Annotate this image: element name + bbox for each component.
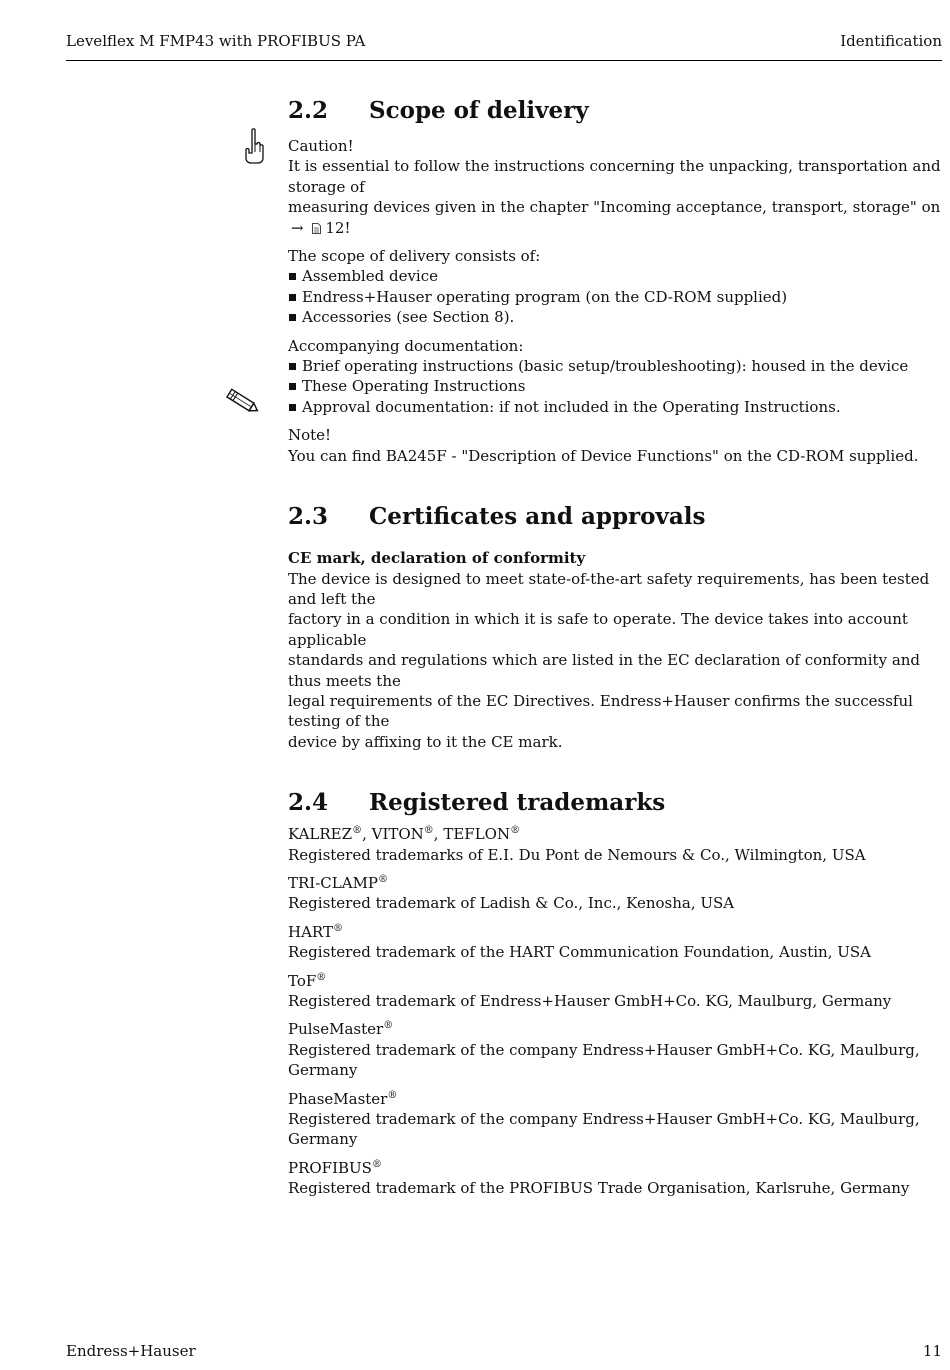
trademark-description: Registered trademark of the company Endress+Hauser GmbH+Co. KG, Maulburg, Germany (288, 1040, 920, 1080)
trademark-description: Registered trademark of Endress+Hauser GmbH+Co. KG, Maulburg, Germany (288, 992, 892, 1010)
list-item: These Operating Instructions (288, 376, 942, 396)
section-title: Scope of delivery (369, 97, 589, 124)
subsection-title: CE mark, declaration of conformity (288, 549, 586, 568)
registered-mark: ® (316, 971, 327, 983)
caution-page-ref: 12! (325, 218, 351, 237)
trademark-names (288, 971, 942, 991)
section-heading (288, 786, 942, 822)
registered-mark: ® (352, 825, 363, 837)
section-number: 2.4 (288, 789, 329, 817)
trademark-description: Registered trademark of the HART Communication Foundation, Austin, USA (288, 943, 872, 962)
caution-block (288, 136, 942, 238)
section-trademarks (288, 786, 942, 1199)
ce-mark-block (288, 548, 942, 752)
trademark-description: Registered trademark of the company Endress+Hauser GmbH+Co. KG, Maulburg, Germany (288, 1110, 920, 1149)
page-header (66, 30, 942, 61)
list-item: Brief operating instructions (basic setup/troubleshooting): housed in the device (288, 356, 942, 376)
section-number: 2.2 (288, 97, 329, 124)
footer-company: Endress+Hauser (66, 1342, 196, 1360)
list-item: Accessories (see Section 8). (288, 307, 942, 327)
list-item: Assembled device (288, 266, 942, 286)
separator: , (362, 825, 372, 844)
trademark-name: HART (288, 922, 333, 941)
trademark-name: TEFLON (443, 825, 511, 844)
list-item: Approval documentation: if not included in the Operating Instructions. (288, 397, 942, 417)
paragraph-line: The device is designed to meet state-of-the-art safety requirements, has been tested and left the (288, 569, 930, 608)
docs-intro: Accompanying documentation: (288, 336, 524, 355)
trademark-entry (288, 1019, 942, 1080)
trademark-names (288, 1158, 942, 1178)
paragraph-line: factory in a condition in which it is safe to operate. The device takes into account applicable (288, 610, 908, 649)
trademark-names (288, 873, 942, 893)
section-title: Registered trademarks (369, 789, 666, 817)
docs-list (288, 356, 942, 417)
trademark-names (288, 1019, 942, 1039)
page-reference-icon (312, 223, 321, 234)
trademark-name: ToF (288, 971, 317, 990)
trademark-entry (288, 824, 942, 865)
trademark-description: Registered trademark of the PROFIBUS Trade Organisation, Karlsruhe, Germany (288, 1179, 910, 1198)
scope-block (288, 246, 942, 328)
registered-mark: ® (510, 825, 521, 837)
registered-mark: ® (387, 1089, 398, 1101)
note-text: You can find BA245F - "Description of Device Functions" on the CD-ROM supplied. (288, 446, 919, 465)
registered-mark: ® (383, 1020, 394, 1032)
trademark-name: PROFIBUS (288, 1158, 372, 1177)
section-title: Certificates and approvals (369, 503, 706, 531)
list-item: Endress+Hauser operating program (on the CD-ROM supplied) (288, 287, 942, 307)
trademark-name: PhaseMaster (288, 1089, 388, 1108)
trademark-list (288, 824, 942, 1199)
scope-list (288, 266, 942, 327)
pencil-note-icon (221, 384, 261, 418)
registered-mark: ® (332, 922, 343, 934)
trademark-entry (288, 971, 942, 1012)
registered-mark: ® (423, 825, 434, 837)
caution-text-line-1: It is essential to follow the instructions concerning the unpacking, transportation and storage of (288, 157, 941, 196)
section-number: 2.3 (288, 503, 329, 531)
registered-mark: ® (371, 1158, 382, 1170)
trademark-entry (288, 922, 942, 963)
section-scope-of-delivery (288, 94, 942, 466)
section-heading (288, 94, 942, 130)
trademark-entry (288, 873, 942, 914)
trademark-names (288, 922, 942, 942)
trademark-name: VITON (371, 825, 424, 844)
section-heading (288, 500, 942, 536)
main-content (288, 94, 942, 1199)
trademark-name: KALREZ (288, 825, 353, 844)
trademark-name: TRI-CLAMP (288, 873, 379, 892)
trademark-entry (288, 1158, 942, 1199)
caution-label: Caution! (288, 137, 354, 155)
paragraph-line: device by affixing to it the CE mark. (288, 732, 563, 751)
registered-mark: ® (378, 873, 389, 885)
caution-text-line-2 (288, 197, 942, 238)
trademark-entry (288, 1089, 942, 1150)
right-arrow-icon: → (291, 218, 304, 237)
document-title: Levelflex M FMP43 with PROFIBUS PA (66, 32, 366, 50)
paragraph-line: legal requirements of the EC Directives. Endress+Hauser confirms the successful testing of the (288, 691, 913, 731)
paragraph-line: standards and regulations which are listed in the EC declaration of conformity and thus meets the (288, 651, 921, 690)
note-label: Note! (288, 426, 332, 445)
chapter-title: Identification (840, 32, 942, 50)
caution-text-line-2-text: measuring devices given in the chapter "Incoming acceptance, transport, storage" on (288, 198, 941, 217)
scope-intro: The scope of delivery consists of: (288, 247, 541, 266)
documentation-block (288, 336, 942, 418)
trademark-description: Registered trademarks of E.I. Du Pont de Nemours & Co., Wilmington, USA (288, 845, 866, 864)
hand-pointing-up-icon (244, 128, 266, 166)
page-number: 11 (922, 1342, 942, 1360)
section-certificates (288, 500, 942, 752)
note-block (288, 425, 942, 466)
trademark-name: PulseMaster (288, 1020, 384, 1039)
separator: , (433, 825, 444, 844)
trademark-description: Registered trademark of Ladish & Co., Inc., Kenosha, USA (288, 894, 735, 913)
trademark-names (288, 1089, 942, 1109)
trademark-names (288, 824, 942, 844)
